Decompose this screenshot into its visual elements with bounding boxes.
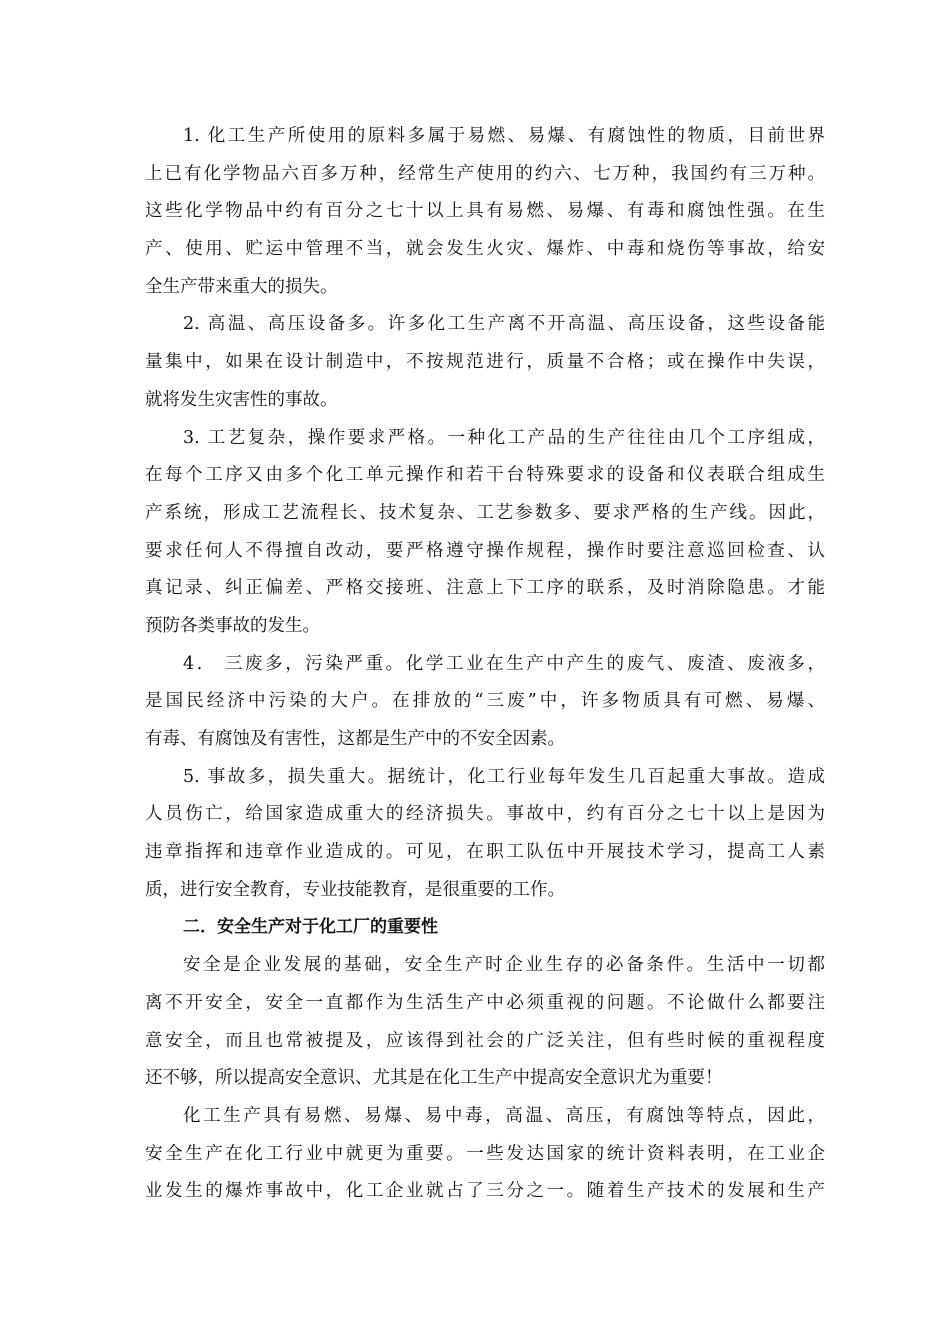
paragraph-1 [145,118,825,306]
text-line: 预防各类事故的发生。 [145,615,320,636]
text-line: 3. 工艺复杂，操作要求严格。一种化工产品的生产往往由几个工序组成， [183,427,825,448]
text-line: 安全是企业发展的基础，安全生产时企业生存的必备条件。生活中一切都 [183,955,825,976]
text-line: 真记录、纠正偏差、严格交接班、注意上下工序的联系，及时消除隐患。才能 [145,578,825,599]
paragraph-4 [145,646,825,759]
paragraph-3 [145,420,825,646]
text-line: 就将发生灾害性的事故。 [145,389,338,410]
section-paragraph-1 [145,947,825,1098]
text-line: 全生产带来重大的损失。 [145,276,338,297]
text-line: 有毒、有腐蚀及有害性，这都是生产中的不安全因素。 [145,729,565,749]
text-line: 意安全，而且也常被提及，应该得到社会的广泛关注，但有些时候的重视程度 [145,1030,825,1051]
text-line: 业发生的爆炸事故中，化工企业就占了三分之一。随着生产技术的发展和生产 [145,1181,825,1202]
text-line: 5. 事故多，损失重大。据统计，化工行业每年发生几百起重大事故。造成 [183,766,825,787]
text-line: 人员伤亡，给国家造成重大的经济损失。事故中，约有百分之七十以上是因为 [145,804,825,825]
text-line: 上已有化学物品六百多万种，经常生产使用的约六、七万种，我国约有三万种。 [145,163,825,184]
text-line: 产、使用、贮运中管理不当，就会发生火灾、爆炸、中毒和烧伤等事故，给安 [145,239,825,260]
text-line: 量集中，如果在设计制造中，不按规范进行，质量不合格；或在操作中失误， [145,352,825,373]
text-line: 化工生产具有易燃、易爆、易中毒，高温、高压，有腐蚀等特点，因此， [183,1105,825,1126]
text-line: 离不开安全，安全一直都作为生活生产中必须重视的问题。不论做什么都要注 [145,992,825,1013]
section-heading: 二．安全生产对于化工厂的重要性 [183,917,438,938]
paragraph-5 [145,759,825,910]
text-line: 1. 化工生产所使用的原料多属于易燃、易爆、有腐蚀性的物质，目前世界 [183,126,825,146]
text-line: 违章指挥和违章作业造成的。可见，在职工队伍中开展技术学习，提高工人素 [145,842,825,863]
text-line: 在每个工序又由多个化工单元操作和若干台特殊要求的设备和仪表联合组成生 [145,465,825,486]
text-line: 安全生产在化工行业中就更为重要。一些发达国家的统计资料表明，在工业企 [145,1143,825,1164]
text-line: 2. 高温、高压设备多。许多化工生产离不开高温、高压设备，这些设备能 [183,314,825,335]
text-line: 还不够，所以提高安全意识、尤其是在化工生产中提高安全意识尤为重要！ [145,1068,723,1089]
text-line: 这些化学物品中约有百分之七十以上具有易燃、易爆、有毒和腐蚀性强。在生 [145,201,825,222]
text-line: 要求任何人不得擅自改动，要严格遵守操作规程，操作时要注意巡回检查、认 [145,540,825,561]
paragraph-2 [145,306,825,419]
text-line: 是国民经济中污染的大户。在排放的“三废”中，许多物质具有可燃、易爆、 [145,691,825,712]
section-paragraph-2 [145,1098,825,1211]
text-line: 质，进行安全教育，专业技能教育，是很重要的工作。 [145,879,565,900]
document-body [145,118,825,1211]
text-line: 4． 三废多，污染严重。化学工业在生产中产生的废气、废渣、废液多， [183,653,825,674]
text-line: 产系统，形成工艺流程长、技术复杂、工艺参数多、要求严格的生产线。因此， [145,502,825,523]
